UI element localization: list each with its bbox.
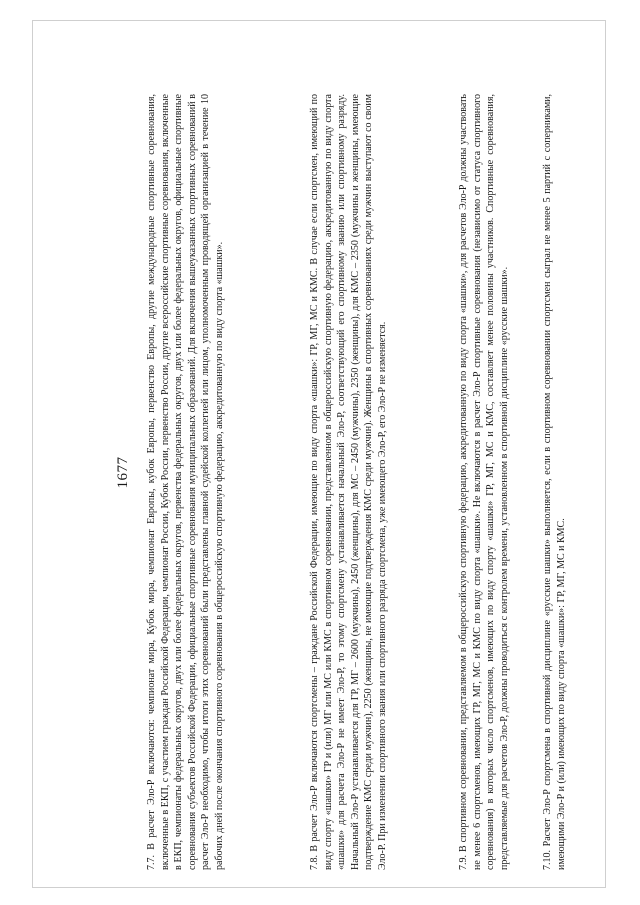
paragraph-number: 7.8. (309, 855, 320, 870)
page-number: 1677 (115, 456, 131, 489)
paragraph-7-10 (541, 94, 568, 870)
paragraph-7-8 (308, 94, 390, 870)
paragraph-7-9 (457, 94, 511, 870)
paragraph-7-7 (145, 94, 227, 870)
paragraph-text: В спортивном соревновании, представляемом в общероссийскую спортивную федерацию, аккредитованную по виду спорта «шашки», для расчетов Эло-Р должны участвовать не менее 6 спортсменов, имеющих ГР, МГ, МС и КМС по виду спорта «шашки». Не включаются в расчет Эло-Р спортивные соревнования (независимо от статуса спортивного соревнования) в которых число спортсменов, имеющих по виду спорту «шашки» ГР, МГ, МС и КМС, составляет менее половины участников. Спортивные соревнования, представляемые для расчетов Эло-Р, должны проводиться с контролем времени, установленном в спортивной дисциплине «русские шашки». (458, 94, 510, 870)
paragraph-number: 7.7. (146, 855, 157, 870)
paragraph-text: В расчет Эло-Р включаются спортсмены – граждане Российской Федерации, имеющие по виду спорта «шашки»: ГР, МГ, МС и КМС. В случае если спортсмен, имеющий по виду спорту «шашки» ГР и (или) МГ или МС или КМС в спортивном соревновании, представленном в общероссийскую спортивную федерацию, аккредитованную по виду спорта «шашки» для расчета Эло-Р не имеет Эло-Р, то этому спортсмену устанавливается начальный Эло-Р, соответствующий его спортивному званию или спортивному разряду. Начальный Эло-Р устанавливается для ГР, МГ – 2600 (мужчины), 2450 (женщины), для МС – 2450 (мужчины), 2350 (женщины), для КМС – 2350 (мужчины и женщины, имеющие подтверждение КМС среди мужчин), 2250 (женщины, не имеющие подтверждения КМС среди мужчин). Женщины в спортивных соревнованиях среди мужчин выступают со своим Эло-Р. При изменении спортивного звания или спортивного разряда спортсмена, уже имеющего Эло-Р, его Эло-Р не изменяется. (309, 93, 388, 870)
paragraph-number: 7.9. (458, 855, 469, 870)
paragraph-number: 7.10. (542, 850, 553, 870)
paragraph-text: В расчет Эло-Р включаются: чемпионат мира, Кубок мира, чемпионат Европы, кубок Европы, первенство Европы, другие международные спортивные соревнования, включенные в ЕКП, с участием граждан Российской Федерации, чемпионат России, Кубок России, первенство России, другие всероссийские спортивные соревнования, включенные в ЕКП, чемпионаты федеральных округов, двух или более федеральных округов, первенства федеральных округов, двух или более федеральных округов, официальные спортивные соревнования субъектов Российской Федерации, официальные спортивные соревнования муниципальных образований. Для включения вышеуказанных спортивных соревнований в расчет Эло-Р необходимо, чтобы итоги этих соревнований были представлены главной судейской коллегией или лицом, уполномоченным проводящей организацией в течение 10 рабочих дней после окончания спортивного соревнования в общероссийскую спортивную федерацию, аккредитованную по виду спорта «шашки». (146, 93, 225, 870)
rotated-page (45, 75, 565, 870)
paragraph-text: Расчет Эло-Р спортсмена в спортивной дисциплине «русские шашки» выполняется, если в спортивном соревновании спортсмен сыграл не менее 5 партий с соперниками, имеющими Эло-Р и (или) имеющих по виду спорта «шашки»: ГР, МГ, МС и КМС. (542, 93, 567, 870)
